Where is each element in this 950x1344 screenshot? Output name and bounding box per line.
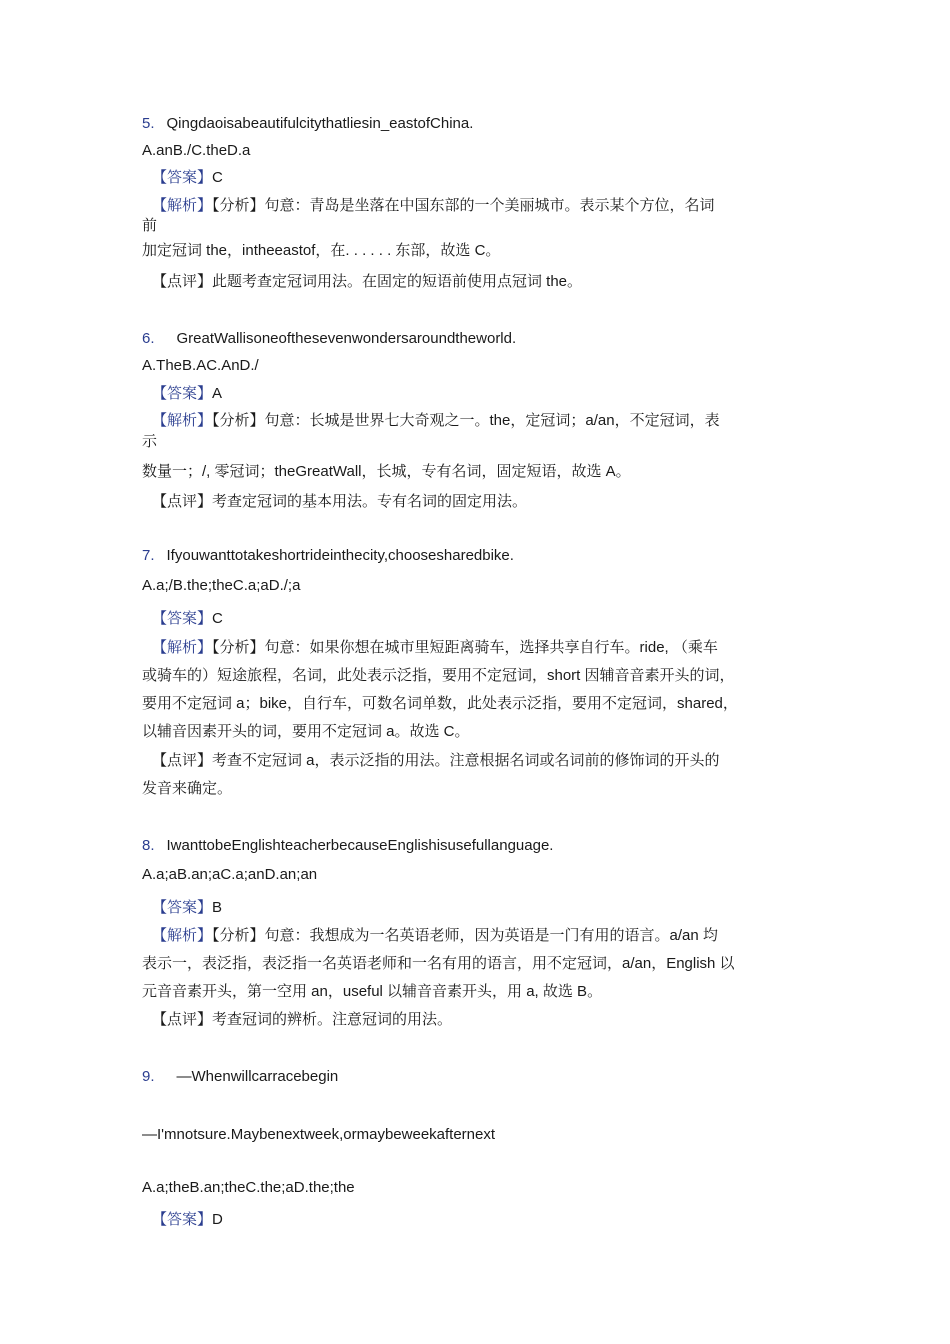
answer-tag: 【答案】 <box>152 899 213 916</box>
analysis-text: 前 <box>142 217 158 234</box>
question-text: GreatWallisoneofthesevenwondersaroundtheworld. <box>176 330 517 347</box>
analysis-tag: 【解析】 <box>152 197 213 214</box>
analysis-text: 【分析】句意：长城是世界七大奇观之一。the，定冠词；a/an，不定冠词，表 <box>212 412 720 429</box>
analysis-text: 示 <box>142 433 158 450</box>
analysis-tag: 【解析】 <box>152 927 213 944</box>
comment-text: 【点评】此题考查定冠词用法。在固定的短语前使用点冠词 the。 <box>152 273 583 290</box>
analysis-text: 数量一；/, 零冠词；theGreatWall，长城，专有名词，固定短语，故选 A。 <box>142 463 631 480</box>
analysis-line <box>152 196 715 216</box>
question-5 <box>142 114 473 134</box>
answer-tag: 【答案】 <box>152 1211 213 1228</box>
comment-text: 【点评】考查定冠词的基本用法。专有名词的固定用法。 <box>152 493 528 510</box>
analysis-text: 要用不定冠词 a；bike，自行车，可数名词单数，此处表示泛指，要用不定冠词，shared， <box>142 695 738 712</box>
answer-line <box>152 609 223 629</box>
answer-tag: 【答案】 <box>152 169 213 186</box>
options-text: A.TheB.AC.AnD./ <box>142 357 259 374</box>
question-7 <box>142 546 514 566</box>
question-number: 6. <box>142 330 155 347</box>
question-number: 5. <box>142 115 155 132</box>
analysis-text: 加定冠词 the，intheeastof，在. . . . . . 东部，故选 C。 <box>142 242 501 259</box>
analysis-text: 【分析】句意：我想成为一名英语老师，因为英语是一门有用的语言。a/an 均 <box>212 927 718 944</box>
options-text: A.anB./C.theD.a <box>142 142 251 159</box>
question-8 <box>142 836 553 856</box>
analysis-tag: 【解析】 <box>152 412 213 429</box>
question-text: Qingdaoisabeautifulcitythatliesin_eastofChina. <box>166 115 474 132</box>
answer-value: C <box>212 610 223 627</box>
question-number: 7. <box>142 547 155 564</box>
question-6 <box>142 329 516 349</box>
answer-line <box>152 168 223 188</box>
answer-line <box>152 1210 223 1230</box>
comment-text: 发音来确定。 <box>142 780 233 797</box>
answer-value: D <box>212 1211 223 1228</box>
answer-tag: 【答案】 <box>152 610 213 627</box>
reply-text: —I'mnotsure.Maybenextweek,ormaybeweekafternext <box>142 1126 496 1143</box>
question-number: 8. <box>142 837 155 854</box>
analysis-text: 以辅音因素开头的词，要用不定冠词 a。故选 C。 <box>142 723 470 740</box>
question-number: 9. <box>142 1068 155 1085</box>
analysis-text: 或骑车的）短途旅程，名词，此处表示泛指，要用不定冠词，short 因辅音音素开头的词， <box>142 667 735 684</box>
analysis-text: 【分析】句意：青岛是坐落在中国东部的一个美丽城市。表示某个方位，名词 <box>212 197 715 214</box>
options-text: A.a;aB.an;aC.a;anD.an;an <box>142 866 318 883</box>
analysis-tag: 【解析】 <box>152 639 213 656</box>
question-9 <box>142 1067 338 1087</box>
options-text: A.a;/B.the;theC.a;aD./;a <box>142 577 301 594</box>
answer-value: B <box>212 899 223 916</box>
answer-value: A <box>212 385 223 402</box>
analysis-line <box>152 926 718 946</box>
analysis-line <box>152 411 720 431</box>
analysis-line <box>152 638 718 658</box>
answer-tag: 【答案】 <box>152 385 213 402</box>
answer-value: C <box>212 169 223 186</box>
comment-text: 【点评】考查冠词的辨析。注意冠词的用法。 <box>152 1011 453 1028</box>
analysis-text: 表示一，表泛指，表泛指一名英语老师和一名有用的语言，用不定冠词，a/an，English 以 <box>142 955 735 972</box>
comment-text: 【点评】考查不定冠词 a，表示泛指的用法。注意根据名词或名词前的修饰词的开头的 <box>152 752 720 769</box>
options-text: A.a;theB.an;theC.the;aD.the;the <box>142 1179 355 1196</box>
question-text: Ifyouwanttotakeshortrideinthecity,choosesharedbike. <box>166 547 514 564</box>
question-text: —Whenwillcarracebegin <box>176 1068 339 1085</box>
analysis-text: 元音音素开头，第一空用 an，useful 以辅音音素开头，用 a, 故选 B。 <box>142 983 603 1000</box>
answer-line <box>152 384 222 404</box>
answer-line <box>152 898 222 918</box>
analysis-text: 【分析】句意：如果你想在城市里短距离骑车，选择共享自行车。ride, （乘车 <box>212 639 718 656</box>
question-text: IwanttobeEnglishteacherbecauseEnglishisusefullanguage. <box>166 837 554 854</box>
